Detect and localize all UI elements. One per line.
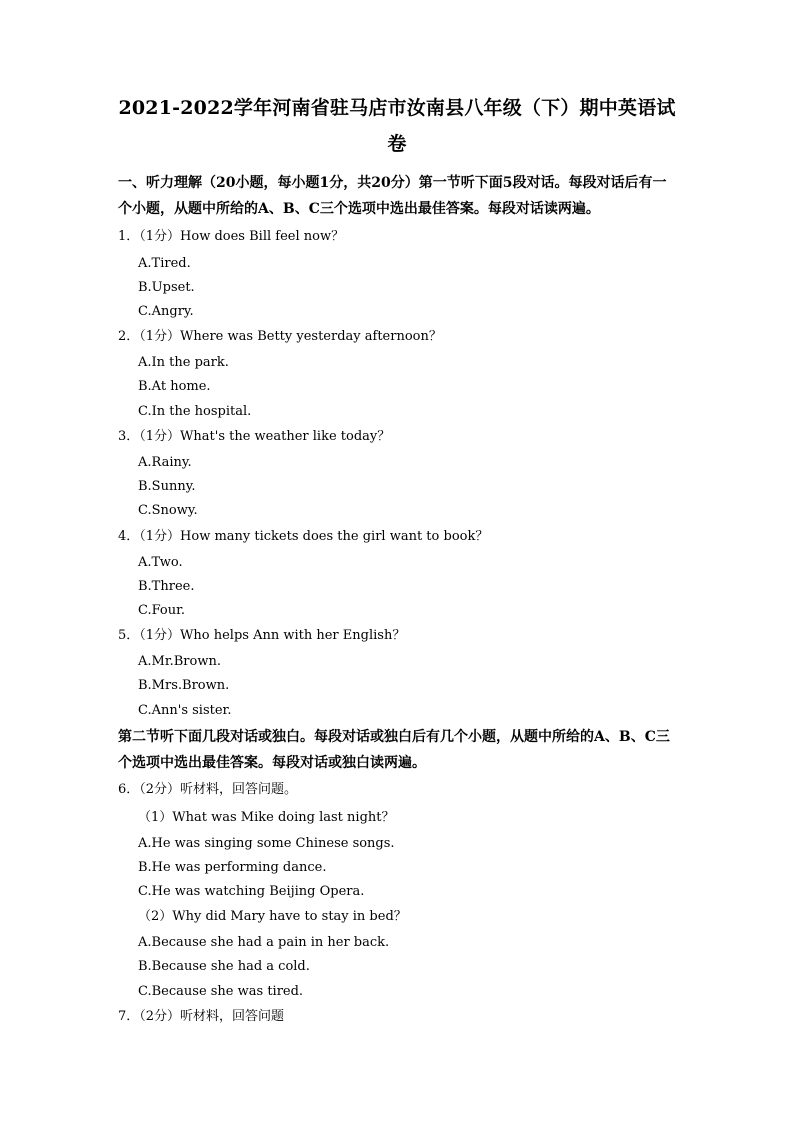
section-1-heading-line-1: 一、听力理解（20小题，每小题1分，共20分）第一节听下面5段对话。每段对话后有一 [118, 175, 667, 191]
question-4-option-b: B.Three. [138, 579, 195, 594]
question-6-sub-1-option-b: B.He was performing dance. [138, 860, 327, 875]
question-1-option-a: A.Tired. [138, 256, 191, 271]
question-1-option-c: C.Angry. [138, 304, 194, 319]
question-7-stem: 7．（2分）听材料，回答问题 [118, 1009, 285, 1024]
question-6-sub-1-stem: （1）What was Mike doing last night？ [138, 810, 395, 825]
question-1-stem: 1．（1分）How does Bill feel now？ [118, 229, 345, 244]
title-line-1: 2021-2022学年河南省驻马店市汝南县八年级（下）期中英语试 [118, 97, 676, 119]
title-line-2: 卷 [387, 133, 407, 155]
question-6-sub-2-option-b: B.Because she had a cold. [138, 959, 310, 974]
question-6-sub-2-option-c: C.Because she was tired. [138, 984, 304, 999]
question-3-option-b: B.Sunny. [138, 479, 196, 494]
section-2-heading-line-2: 个选项中选出最佳答案。每段对话或独白读两遍。 [118, 755, 426, 771]
question-3-stem: 3．（1分）What's the weather like today？ [118, 429, 391, 444]
question-2-option-c: C.In the hospital. [138, 404, 252, 419]
section-2-heading-line-1: 第二节听下面几段对话或独白。每段对话或独白后有几个小题，从题中所给的A、B、C三 [118, 729, 670, 745]
question-6-sub-1-option-a: A.He was singing some Chinese songs. [138, 836, 395, 851]
question-6-sub-2-option-a: A.Because she had a pain in her back. [138, 935, 390, 950]
question-4-stem: 4．（1分）How many tickets does the girl want to book？ [118, 529, 489, 544]
question-6-sub-1-option-c: C.He was watching Beijing Opera. [138, 884, 365, 899]
question-4-option-a: A.Two. [138, 555, 183, 570]
question-3-option-c: C.Snowy. [138, 503, 198, 518]
question-1-option-b: B.Upset. [138, 280, 195, 295]
section-2-heading [118, 724, 680, 776]
section-1-heading-line-2: 个小题，从题中所给的A、B、C三个选项中选出最佳答案。每段对话读两遍。 [118, 201, 600, 217]
question-5-option-b: B.Mrs.Brown. [138, 678, 230, 693]
section-1-heading [118, 170, 680, 222]
question-5-option-c: C.Ann's sister. [138, 703, 232, 718]
question-2-option-a: A.In the park. [138, 355, 229, 370]
question-3-option-a: A.Rainy. [138, 455, 192, 470]
document-title [100, 90, 694, 162]
question-2-option-b: B.At home. [138, 379, 211, 394]
question-4-option-c: C.Four. [138, 603, 186, 618]
question-6-sub-2-stem: （2）Why did Mary have to stay in bed？ [138, 909, 407, 924]
question-6-stem: 6．（2分）听材料，回答问题。 [118, 782, 298, 797]
question-5-stem: 5．（1分）Who helps Ann with her English？ [118, 628, 406, 643]
question-2-stem: 2．（1分）Where was Betty yesterday afternoon？ [118, 329, 442, 344]
question-5-option-a: A.Mr.Brown. [138, 654, 221, 669]
